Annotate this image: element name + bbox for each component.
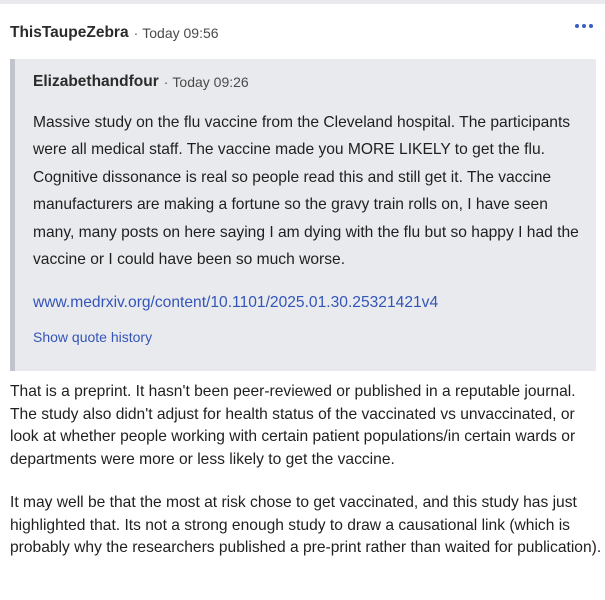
post-meta-separator: ·: [133, 25, 139, 41]
quote-body: Massive study on the flu vaccine from the Cleveland hospital. The participants were all medical staff. The vaccine made you MORE LIKELY to get the flu. Cognitive dissonance is real so people read this and still get it. The vaccine manufacturers are making a fortune so the gravy train rolls on, I have seen many, many posts on here saying I am dying with the flu but so happy I had the vaccine or I could have been so much worse.: [33, 114, 579, 269]
post-header: [10, 22, 595, 44]
quote-meta-separator: ·: [163, 74, 169, 90]
quote-author[interactable]: Elizabethandfour: [33, 73, 159, 90]
more-dot: [589, 24, 593, 28]
quote-header: [33, 71, 582, 93]
reply-body: [10, 381, 602, 581]
post-author[interactable]: ThisTaupeZebra: [10, 24, 129, 41]
more-options-icon[interactable]: [573, 20, 595, 32]
post-timestamp: Today 09:56: [142, 25, 219, 41]
more-dot: [582, 24, 586, 28]
quote-link[interactable]: www.medrxiv.org/content/10.1101/2025.01.30.25321421v4: [33, 294, 439, 312]
quote-timestamp: Today 09:26: [172, 74, 249, 90]
quote-block: [10, 59, 596, 371]
reply-paragraph: That is a preprint. It hasn't been peer-reviewed or published in a reputable journal. The study also didn't adjust for health status of the vaccinated vs unvaccinated, or look at whether people working with certain patient populations/in certain wards or departments were more or less likely to get the vaccine.: [10, 383, 576, 468]
more-dot: [575, 24, 579, 28]
reply-paragraph: It may well be that the most at risk chose to get vaccinated, and this study has just highlighted that. Its not a strong enough study to draw a causational link (which is probably why the researchers published a pre-print rather than waited for publication).: [10, 494, 602, 556]
top-divider: [0, 0, 605, 4]
show-quote-history-link[interactable]: Show quote history: [33, 329, 153, 346]
